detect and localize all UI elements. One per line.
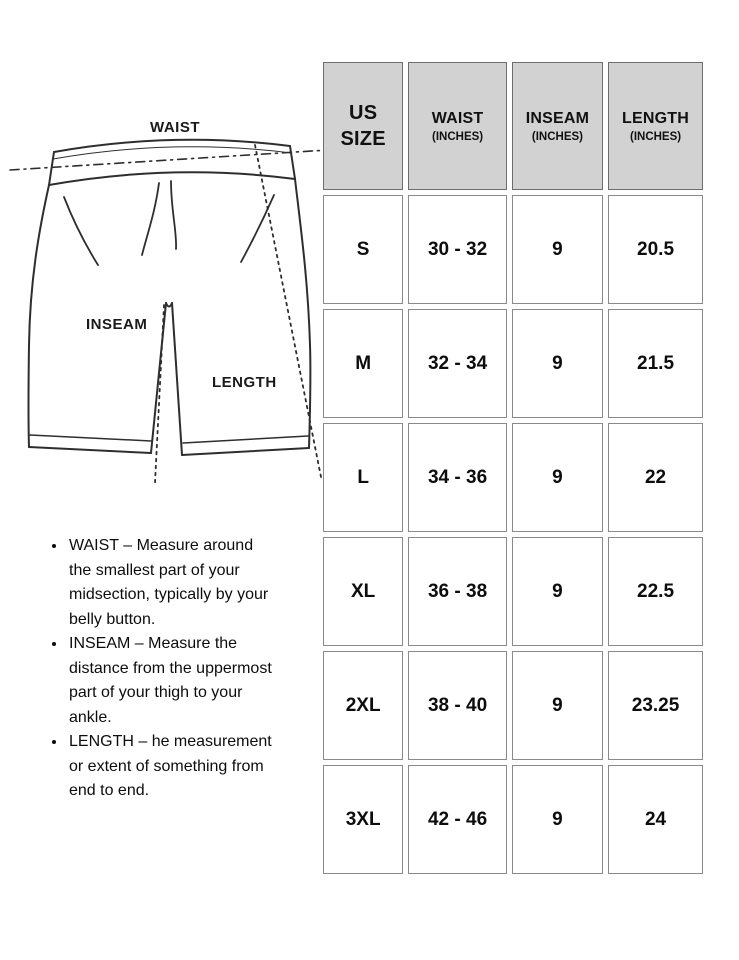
header-row	[323, 62, 703, 190]
length-cell: 22.5	[608, 537, 703, 646]
waist-cell: 42 - 46	[408, 765, 507, 874]
size-chart	[318, 57, 708, 879]
measurement-notes	[50, 534, 272, 804]
waist-label: WAIST	[150, 119, 200, 136]
length-cell: 20.5	[608, 195, 703, 304]
waist-measure-line	[10, 150, 328, 170]
size-cell: S	[323, 195, 403, 304]
inseam-cell: 9	[512, 651, 603, 760]
table-row	[323, 309, 703, 418]
inseam-cell: 9	[512, 423, 603, 532]
size-cell: L	[323, 423, 403, 532]
notes-list	[50, 534, 272, 804]
waist-cell: 34 - 36	[408, 423, 507, 532]
inseam-label: INSEAM	[86, 316, 148, 333]
waist-cell: 38 - 40	[408, 651, 507, 760]
header-us-size: US SIZE	[323, 62, 403, 190]
inseam-cell: 9	[512, 537, 603, 646]
header-waist: WAIST (INCHES)	[408, 62, 507, 190]
table-row	[323, 537, 703, 646]
shorts-diagram	[8, 95, 330, 495]
header-length: LENGTH (INCHES)	[608, 62, 703, 190]
waist-cell: 32 - 34	[408, 309, 507, 418]
length-cell: 22	[608, 423, 703, 532]
inseam-cell: 9	[512, 765, 603, 874]
header-inseam: INSEAM (INCHES)	[512, 62, 603, 190]
size-cell: 2XL	[323, 651, 403, 760]
inseam-cell: 9	[512, 195, 603, 304]
length-cell: 21.5	[608, 309, 703, 418]
shorts-illustration-icon	[8, 95, 330, 495]
table-row	[323, 195, 703, 304]
waist-cell: 30 - 32	[408, 195, 507, 304]
note-waist: • WAIST – Measure around the smallest part of your midsection, typically by your belly button.	[67, 534, 272, 632]
length-cell: 24	[608, 765, 703, 874]
table-row	[323, 651, 703, 760]
waist-cell: 36 - 38	[408, 537, 507, 646]
note-length: • LENGTH – he measurement or extent of something from end to end.	[67, 730, 272, 804]
note-inseam: • INSEAM – Measure the distance from the uppermost part of your thigh to your ankle.	[67, 632, 272, 730]
size-cell: XL	[323, 537, 403, 646]
size-cell: M	[323, 309, 403, 418]
length-cell: 23.25	[608, 651, 703, 760]
size-chart-table	[318, 57, 708, 879]
length-measure-line	[255, 145, 321, 477]
inseam-cell: 9	[512, 309, 603, 418]
length-label: LENGTH	[212, 374, 277, 391]
table-row	[323, 765, 703, 874]
table-row	[323, 423, 703, 532]
size-cell: 3XL	[323, 765, 403, 874]
